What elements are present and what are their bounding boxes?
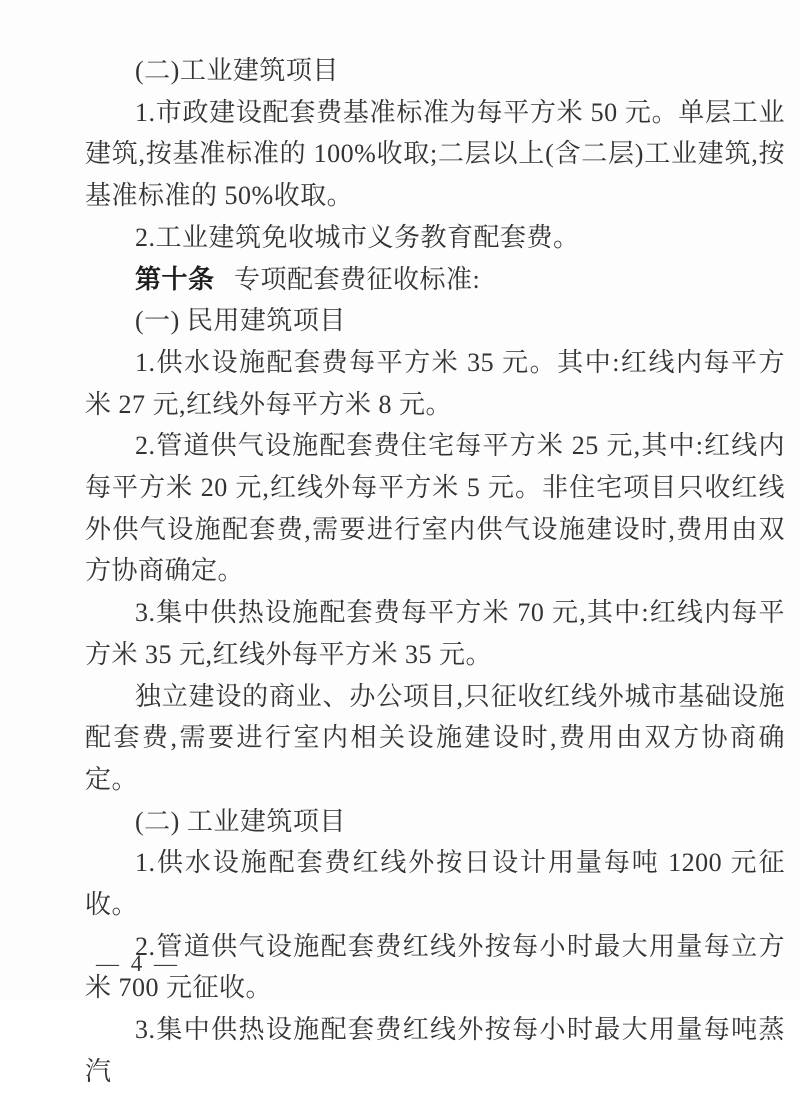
heading-section-2-industrial: (二)工业建筑项目	[135, 56, 339, 85]
heading-section-1-civil: (一) 民用建筑项目	[135, 306, 346, 336]
document-body	[85, 50, 785, 1093]
para-commercial-office-projects: 独立建设的商业、办公项目,只征收红线外城市基础设施配套费,需要进行室内相关设施建设时,费用由双方协商确定。	[85, 681, 785, 794]
para-industrial-education-fee-exempt: 2.工业建筑免收城市义务教育配套费。	[135, 222, 580, 252]
heading-section-2-industrial-repeat: (二) 工业建筑项目	[135, 806, 346, 836]
para-water-supply-fee-industrial: 1.供水设施配套费红线外按日设计用量每吨 1200 元征收。	[85, 848, 785, 920]
article-10-term: 第十条	[135, 264, 215, 294]
page-number: — 4 —	[96, 951, 180, 976]
para-gas-supply-fee-industrial: 2.管道供气设施配套费红线外按每小时最大用量每立方米 700 元征收。	[85, 931, 785, 1003]
para-municipal-fee-standard: 1.市政建设配套费基准标准为每平方米 50 元。单层工业建筑,按基准标准的 100%收取;二层以上(含二层)工业建筑,按基准标准的 50%收取。	[85, 97, 785, 211]
para-heating-fee-civil: 3.集中供热设施配套费每平方米 70 元,其中:红线内每平方米 35 元,红线外每平方米 35 元。	[85, 598, 785, 669]
article-10-heading	[85, 259, 785, 301]
article-10-text: 专项配套费征收标准:	[234, 264, 481, 294]
para-gas-supply-fee-civil: 2.管道供气设施配套费住宅每平方米 25 元,其中:红线内每平方米 20 元,红线外每平方米 5 元。非住宅项目只收红线外供气设施配套费,需要进行室内供气设施建设时,费用由双方协商确定。	[85, 431, 785, 586]
para-water-supply-fee-civil: 1.供水设施配套费每平方米 35 元。其中:红线内每平方米 27 元,红线外每平方米 8 元。	[85, 347, 785, 419]
para-heating-fee-industrial: 3.集中供热设施配套费红线外按每小时最大用量每吨蒸汽	[85, 1015, 785, 1086]
